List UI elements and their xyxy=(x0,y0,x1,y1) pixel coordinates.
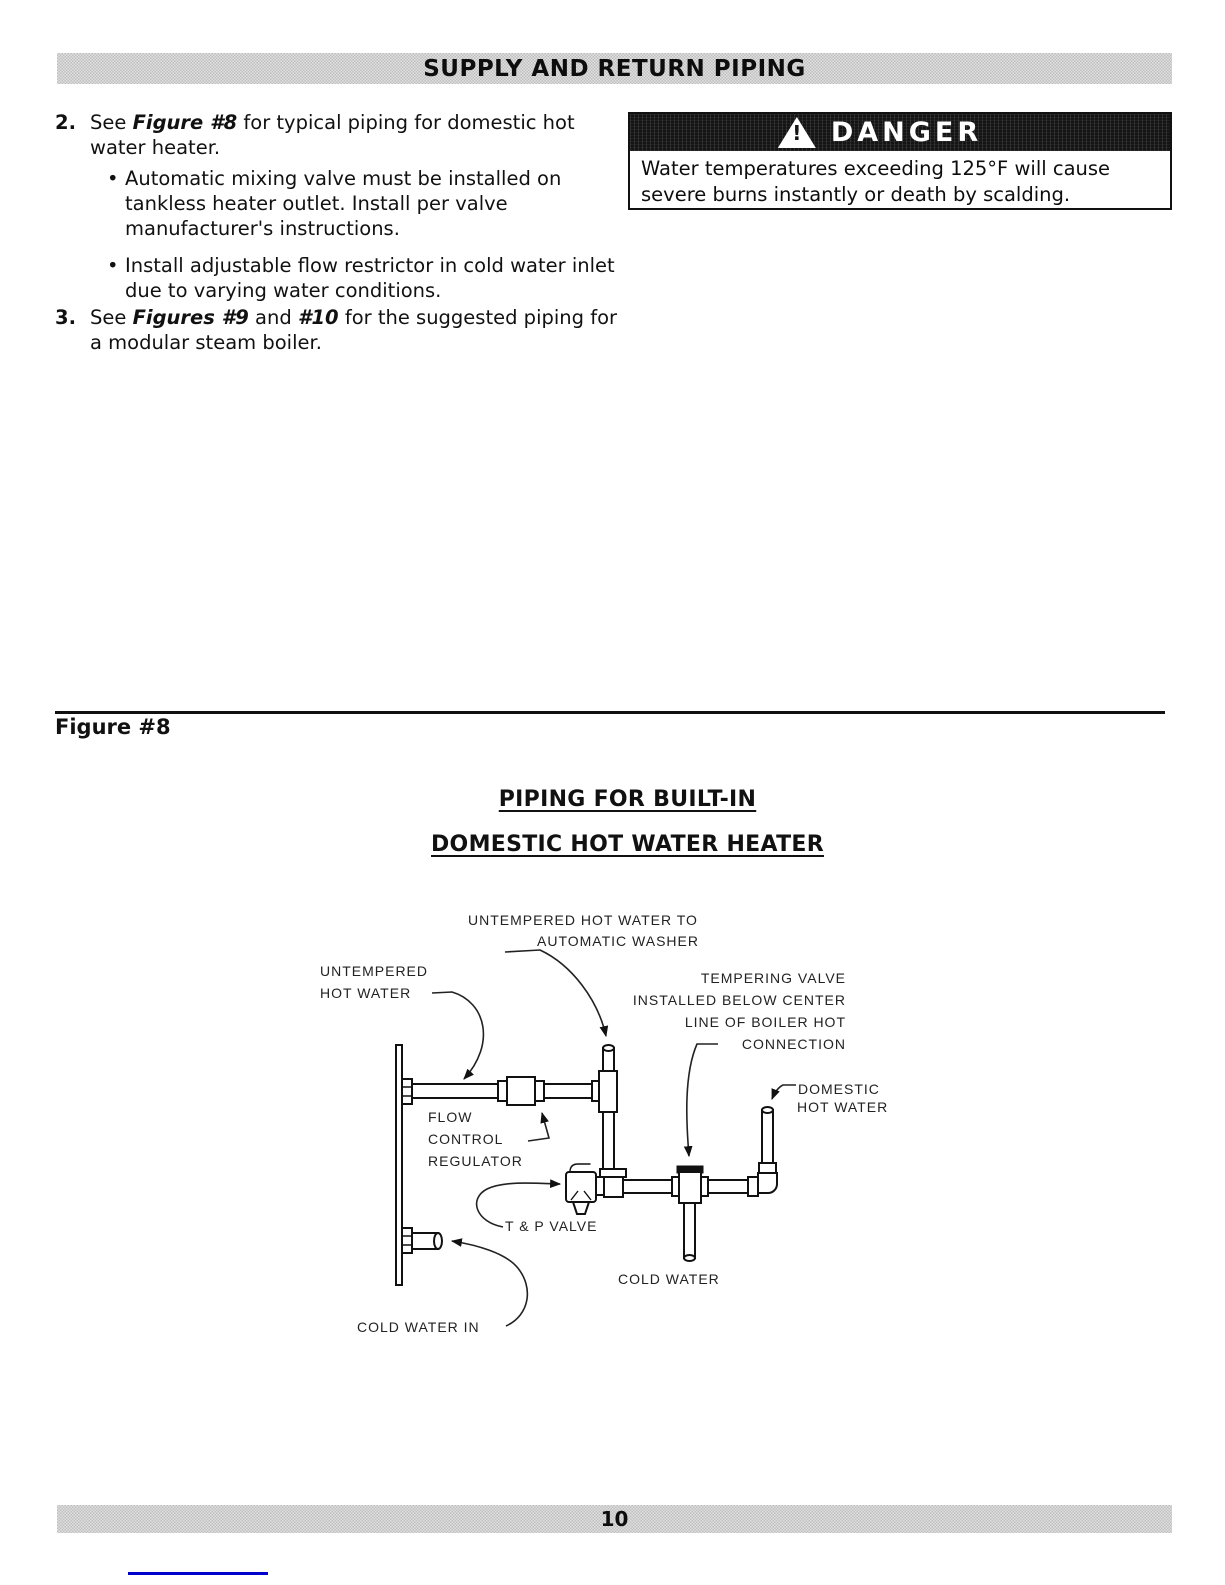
leader-washer xyxy=(505,950,606,1036)
danger-title: DANGER xyxy=(830,117,983,148)
label-cold-water-in: COLD WATER IN xyxy=(357,1319,480,1335)
list-item-number: 2. xyxy=(55,111,76,134)
page-header-title: SUPPLY AND RETURN PIPING xyxy=(423,55,806,82)
page-header-bar xyxy=(57,53,1172,84)
link-underline[interactable] xyxy=(128,1572,268,1575)
figure-divider-rule xyxy=(55,711,1165,714)
text-segment: See xyxy=(90,111,133,134)
cold-water-inlet-stub xyxy=(402,1228,442,1253)
label-flow-line2: CONTROL xyxy=(428,1131,504,1147)
page-footer-bar xyxy=(57,1505,1172,1533)
label-cold-water: COLD WATER xyxy=(618,1271,720,1287)
text-segment: for the suggested piping for a modular steam boiler. xyxy=(90,306,618,354)
label-tp-valve: T & P VALVE xyxy=(505,1218,598,1234)
instructions-list xyxy=(55,110,623,355)
leader-flow-control xyxy=(528,1113,549,1141)
label-flow-line1: FLOW xyxy=(428,1109,473,1125)
warning-triangle-icon xyxy=(778,117,816,148)
bullet-icon: • xyxy=(107,254,119,277)
list-item xyxy=(107,166,623,241)
leader-domestic xyxy=(772,1085,796,1099)
list-item-2 xyxy=(55,110,623,160)
label-untempered-line1: UNTEMPERED xyxy=(320,963,429,979)
danger-warning-box xyxy=(628,112,1172,210)
figure-title-line1: PIPING FOR BUILT-IN xyxy=(498,787,757,812)
tempering-valve-tee xyxy=(672,1166,708,1203)
figure-reference: #10 xyxy=(297,306,339,329)
exclamation-mark: ! xyxy=(792,121,802,145)
bullet-text: Install adjustable flow restrictor in cold water inlet due to varying water conditions. xyxy=(125,254,615,302)
text-segment: for typical piping for domestic hot water heater. xyxy=(90,111,575,159)
label-washer-line2: AUTOMATIC WASHER xyxy=(537,933,699,949)
bullet-list xyxy=(107,166,623,303)
label-washer-line1: UNTEMPERED HOT WATER TO xyxy=(468,912,698,928)
label-domestic-line1: DOMESTIC xyxy=(798,1081,880,1097)
figure-label: Figure #8 xyxy=(55,715,171,739)
leader-untempered xyxy=(432,992,483,1079)
danger-message xyxy=(630,151,1170,208)
tp-valve xyxy=(566,1164,604,1214)
figure-title-line2: DOMESTIC HOT WATER HEATER xyxy=(431,832,824,857)
label-domestic-line2: HOT WATER xyxy=(797,1099,889,1115)
label-untempered-line2: HOT WATER xyxy=(320,985,412,1001)
figure-reference: Figure #8 xyxy=(132,111,238,134)
danger-header xyxy=(630,114,1170,151)
list-item-text xyxy=(90,110,623,160)
text-segment: See xyxy=(90,306,133,329)
label-tempering-line1: TEMPERING VALVE xyxy=(700,970,846,986)
page-number: 10 xyxy=(600,1507,629,1531)
flow-control-regulator xyxy=(498,1077,544,1105)
text-segment: and xyxy=(248,306,298,329)
leader-cold-water-in xyxy=(452,1241,527,1326)
bullet-icon: • xyxy=(107,167,119,190)
danger-message-line: Water temperatures exceeding 125°F will cause xyxy=(641,157,1111,180)
danger-message-line: severe burns instantly or death by scalding. xyxy=(641,183,1071,206)
list-item-text xyxy=(90,305,623,355)
label-tempering-line4: CONNECTION xyxy=(741,1036,846,1052)
label-tempering-line3: LINE OF BOILER HOT xyxy=(684,1014,846,1030)
washer-riser-pipe xyxy=(599,1045,617,1169)
figure-reference: Figures #9 xyxy=(132,306,249,329)
leader-tempering-valve xyxy=(687,1044,718,1156)
label-tempering-line2: INSTALLED BELOW CENTER xyxy=(632,992,846,1008)
list-item-number: 3. xyxy=(55,306,76,329)
piping-diagram xyxy=(300,890,920,1360)
list-item xyxy=(107,253,623,303)
cold-water-pipe xyxy=(684,1203,695,1261)
list-item-3 xyxy=(55,305,623,355)
figure-title-block xyxy=(84,787,1171,877)
label-flow-line3: REGULATOR xyxy=(428,1153,523,1169)
bullet-text: Automatic mixing valve must be installed on tankless heater outlet. Install per valve manufacturer's instructions. xyxy=(125,167,562,240)
domestic-hot-water-pipe xyxy=(758,1107,777,1193)
